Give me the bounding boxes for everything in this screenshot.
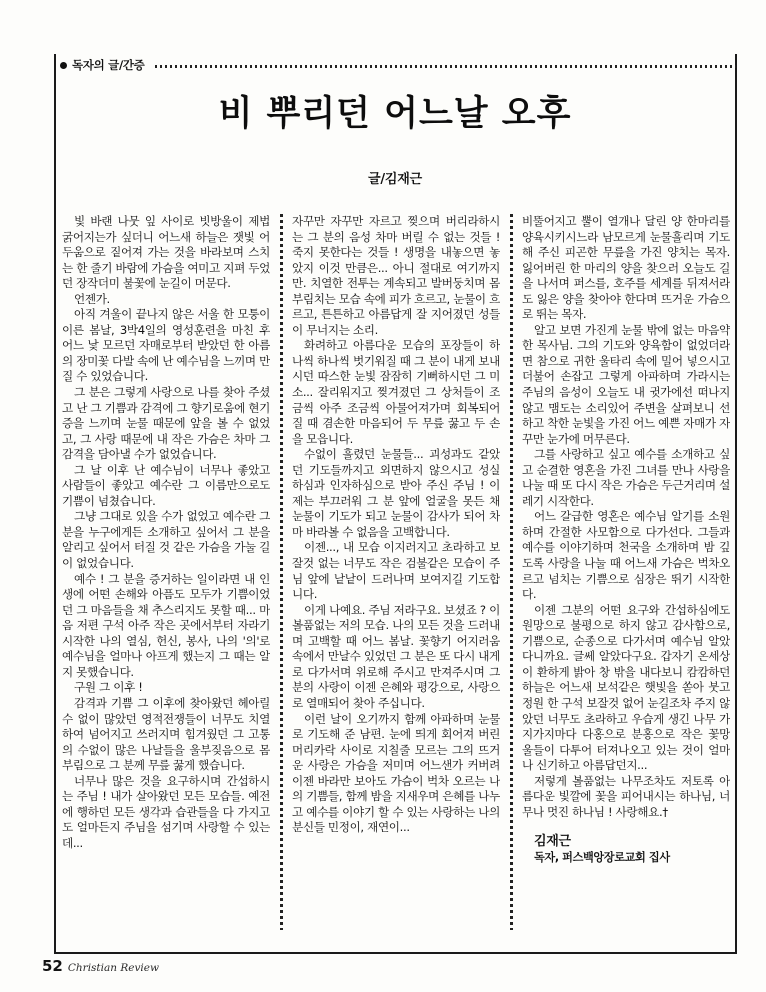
paragraph: 알고 보면 가진게 눈물 밖에 없는 마음약한 목사님. 그의 기도와 양육함이 없었더라면 참으로 귀한 울타리 속에 밀어 넣으시고 더불어 손잡고 그렇게 아파하며 가라시는 주님의 음성이 오늘도 내 귓가에선 떠나지 않고 맴도는 소리있어 주변을 살펴보니 선하고 착한 눈빛을 가진 어느 예쁜 자매가 자꾸만 눈가에 머무른다. — [522, 322, 730, 446]
paragraph: 그 분은 그렇게 사랑으로 나를 찾아 주셨고 난 그 기쁨과 감격에 그 향기로움에 현기증을 느끼며 눈물 때문에 앞을 볼 수 없었고, 그 사랑 때문에 내 작은 가슴은 차마 그 감격을 담아낼 수가 없었습니다. — [62, 385, 270, 462]
column-1 — [62, 214, 270, 930]
author-name: 김재근 — [534, 834, 571, 850]
column-3 — [522, 214, 730, 930]
paragraph: 이런 날이 오기까지 함께 아파하며 눈물로 기도해 준 남편. 눈에 띄게 회어져 버린 머리카락 사이로 지칠줄 모르는 그의 뜨거운 사랑은 가슴을 저미며 어느샌가 커버려 이젠 바라만 보아도 가슴이 벅차 오르는 나의 기쁨들, 함께 밤을 지새우며 은혜를 나누고 예수를 이야기 할 수 있는 사랑하는 나의 분신들 민정이, 재연이... — [292, 711, 500, 835]
column-2 — [292, 214, 500, 930]
article-title: 비 뿌리던 어느날 오후 — [218, 94, 572, 134]
page-footer — [42, 957, 159, 975]
column-divider-2 — [500, 214, 522, 930]
page-number: 52 — [42, 957, 63, 975]
paragraph: 너무나 많은 것을 요구하시며 간섭하시는 주님 ! 내가 살아왔던 모든 모습들. 예전에 행하던 모든 생각과 습관들을 다 가지고도 얼마든지 주님을 섬기며 사랑할 수 있는데... — [62, 773, 270, 850]
paragraph: 그 날 이후 난 예수님이 너무나 좋았고 사람들이 좋았고 예수란 그 이름만으로도 기쁨이 넘쳤습니다. — [62, 462, 270, 508]
page-frame-right-rule — [735, 54, 737, 954]
paragraph: 이게 나예요. 주님 저라구요. 보셨죠 ? 이 볼품없는 저의 모습. 나의 모든 것을 드러내며 고백할 때 어느 봄날. 꽃향기 어지러움 속에서 만날수 있었던 그 분은 또 다시 내게로 다가서며 위로해 주시고 만져주시며 그 분의 사랑이 이젠 은혜와 평강으로, 사랑으로 열매되어 찾아 주십니다. — [292, 602, 500, 710]
page-frame-left-rule — [54, 54, 56, 954]
paragraph: 화려하고 아름다운 모습의 포장들이 하나씩 하나씩 벗기워질 때 그 분이 내게 보내시던 따스한 눈빛 잠잠히 기뻐하시던 그 미소... 잘리워지고 찢겨졌던 그 상처들이 조금씩 아주 조금씩 아물어져가며 회복되어질 때 겸손한 마음되어 두 무릎 꿇고 두 손을 모읍니다. — [292, 338, 500, 446]
paragraph: 어느 갈급한 영혼은 예수님 알기를 소원하며 간절한 사모함으로 다가선다. 그들과 예수를 이야기하며 천국을 소개하며 밤 깊도록 사랑을 나눌 때 어느새 가슴은 벅차오르고 넘치는 기쁨으로 심장은 뛰기 시작한다. — [522, 509, 730, 602]
bullet-icon — [60, 62, 67, 69]
footer-rule — [54, 952, 737, 954]
author-signature — [522, 834, 730, 865]
paragraph: 이젠..., 내 모습 이지러지고 초라하고 보잘것 없는 너무도 작은 검불같은 모습이 주님 앞에 낱낱이 드러나며 보여지길 기도합니다. — [292, 540, 500, 602]
paragraph: 그를 사랑하고 싶고 예수를 소개하고 싶고 순결한 영혼을 가진 그녀를 만나 사랑을 나눌 때 또 다시 작은 가슴은 두근거리며 설레기 시작한다. — [522, 447, 730, 508]
paragraph: 예수 ! 그 분을 증거하는 일이라면 내 인생에 어떤 손해와 아픔도 모두가 기쁨이었던 그 마음들을 채 추스리지도 못할 때... 마음 저편 구석 아주 작은 곳에서부터 자라기 시작한 나의 열심, 헌신, 봉사, 나의 '의'로 예수님을 얼마나 아프게 했는지 그 때는 알지 못했습니다. — [62, 571, 270, 679]
paragraph: 아직 겨울이 끝나지 않은 서울 한 모퉁이 이른 봄날, 3박4일의 영성훈련을 마친 후 어느 낯 모르던 자매로부터 받았던 한 아름의 장미꽃 다발 속에 난 예수님을 느끼며 만질 수 있었습니다. — [62, 307, 270, 384]
paragraph: 수없이 흘렸던 눈물들... 괴성과도 같았던 기도들까지고 외면하지 않으시고 성실하심과 인자하심으로 받아 주신 주님 ! 이제는 부끄러워 그 분 앞에 얼굴을 못든 채 눈물이 기도가 되고 눈물이 감사가 되어 차마 바라볼 수 없음을 고백합니다. — [292, 447, 500, 539]
paragraph: 언젠가. — [74, 291, 110, 306]
paragraph: 비뚤어지고 뿔이 열개나 달린 양 한마리를 양육시키시느라 남모르게 눈물흘리며 기도해 주신 피곤한 무릎을 가진 양치는 목자. 잃어버린 한 마리의 양을 찾으러 오늘도 길을 나서며 퍼스를, 호주를 세계를 뒤져서라도 잃은 양을 찾아야 한다며 뜨거운 가슴으로 뛰는 목자. — [522, 214, 730, 322]
kicker-dotted-rule — [155, 65, 736, 68]
paragraph: 그냥 그대로 있을 수가 없었고 예수란 그 분을 누구에게든 소개하고 싶어서 그 분을 알리고 싶어서 터질 것 같은 가슴을 가눌 길이 없었습니다. — [62, 509, 270, 571]
paragraph: 빛 바랜 나뭇 잎 사이로 빗방울이 제법 굵어지는가 싶더니 어느새 하늘은 잿빛 어두움으로 짙어져 가는 것을 바라보며 스치는 한 줄기 바람에 가슴을 여미고 지펴 두었던 장작더미 불꽃에 눈길이 머문다. — [62, 214, 270, 291]
paragraph: 이젠 그분의 어떤 요구와 간섭하심에도 원망으로 불평으로 하지 않고 감사함으로, 기쁨으로, 순종으로 다가서며 예수님 알았다니까요. 글쎄 알았다구요. 갑자기 온세상이 환하게 밝아 창 밖을 내다보니 캄캄하던 하늘은 어느새 보석같은 햇빛을 쏟아 붓고 정원 한 구석 보잘것 없어 눈길조차 주지 않았던 너무도 초라하고 우습게 생긴 나무 가지가지마다 다홍으로 분홍으로 작은 꽃망울들이 다투어 터져나오고 있는 것이 얼마나 신기하고 아름답던지... — [522, 602, 730, 773]
column-divider-1 — [270, 214, 292, 930]
article-body — [62, 214, 730, 930]
paragraph: 저렇게 볼품없는 나무조차도 저토록 아름다운 빛깔에 꽃을 피어내시는 하나님, 너무나 멋진 하나님 ! 사랑해요.† — [522, 773, 730, 819]
section-kicker-label: 독자의 글/간증 — [72, 58, 145, 72]
article-byline: 글/김재근 — [368, 172, 422, 187]
section-kicker — [60, 56, 736, 74]
paragraph: 구원 그 이후 ! — [74, 680, 143, 695]
author-role: 독자, 퍼스백앙장로교회 집사 — [534, 850, 670, 864]
paragraph: 감격과 기쁨 그 이후에 찾아왔던 헤아릴 수 없이 많았던 영적전쟁들이 너무도 치열하여 넘어지고 쓰러지며 힘겨웠던 그 고통의 수없이 많은 나날들을 울부짖음으로 몸부림으로 그 분께 무릎 꿇게 했습니다. — [62, 695, 270, 773]
publication-name: Christian Review — [67, 962, 159, 974]
paragraph: 자꾸만 자꾸만 자르고 찢으며 버리라하시는 그 분의 음성 차마 버릴 수 없는 것들 ! 죽지 못한다는 것들 ! 생명을 내놓으면 놓았지 이것 만큼은... 아니 절대로 여기까지만. 치열한 전투는 계속되고 발버둥치며 몸부림치는 모습 속에 피가 흐르고, 눈물이 흐르고, 튼튼하고 아름답게 잘 지어졌던 성들이 무너지는 소리. — [292, 214, 500, 337]
